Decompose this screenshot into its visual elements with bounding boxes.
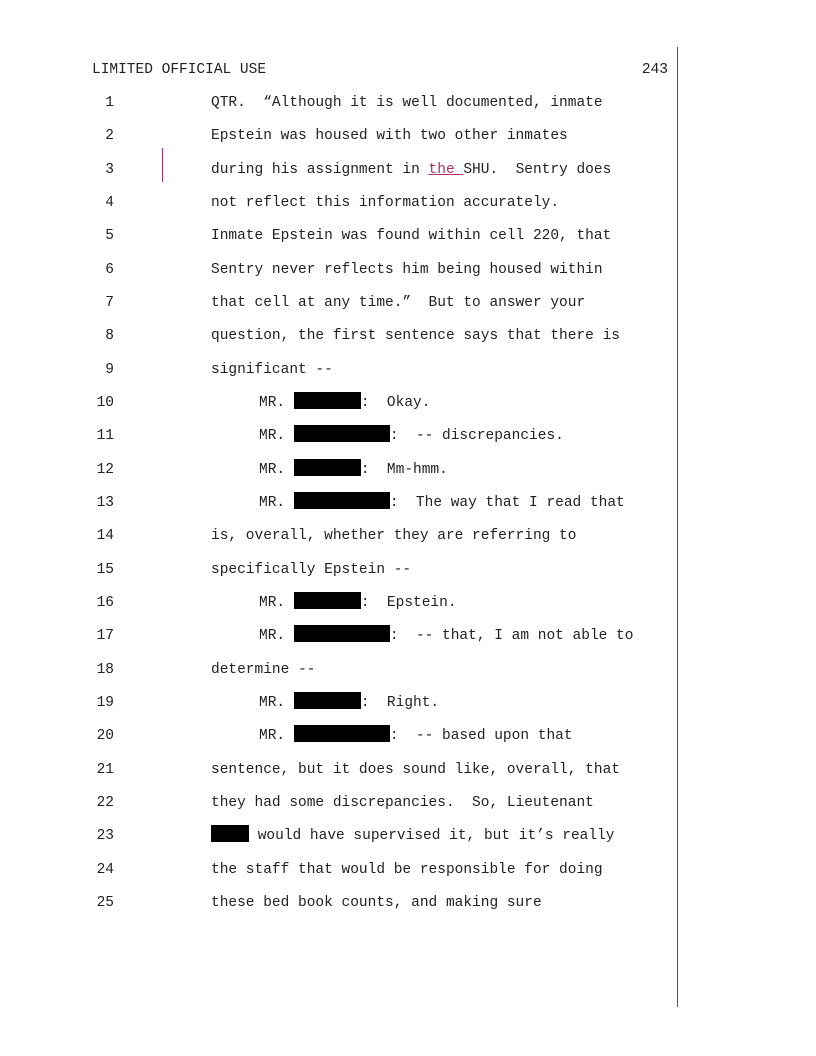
- redaction-box: [294, 592, 361, 609]
- speaker-title: MR.: [259, 428, 294, 444]
- line-text: [211, 159, 611, 181]
- line-number: 18: [96, 662, 114, 678]
- line-number: 4: [105, 195, 114, 211]
- transcript-line-20: [0, 725, 816, 747]
- line-text: they had some discrepancies. So, Lieutenant: [211, 795, 594, 811]
- spoken-text: : Epstein.: [360, 595, 457, 611]
- line-text: the staff that would be responsible for doing: [211, 862, 603, 878]
- line-number: 13: [96, 495, 114, 511]
- speaker-line: [259, 459, 448, 481]
- speaker-title: MR.: [259, 595, 294, 611]
- speaker-title: MR.: [259, 695, 294, 711]
- line-text-before-insert: during his assignment in: [211, 162, 429, 178]
- line-text: question, the first sentence says that there is: [211, 328, 620, 344]
- line-text: sentence, but it does sound like, overall, that: [211, 762, 620, 778]
- transcript-line-22: [0, 792, 816, 814]
- line-text: that cell at any time.” But to answer your: [211, 295, 586, 311]
- line-number: 22: [96, 795, 114, 811]
- transcript-line-10: [0, 392, 816, 414]
- speaker-line: [259, 725, 573, 747]
- line-text: Sentry never reflects him being housed within: [211, 262, 603, 278]
- line-number: 12: [96, 462, 114, 478]
- line-text: significant --: [211, 362, 333, 378]
- line-number: 19: [96, 695, 114, 711]
- speaker-line: [259, 592, 457, 614]
- speaker-line: [259, 625, 633, 647]
- spoken-text: : -- discrepancies.: [389, 428, 564, 444]
- speaker-title: MR.: [259, 628, 294, 644]
- speaker-line: [259, 392, 430, 414]
- line-text: Epstein was housed with two other inmates: [211, 128, 568, 144]
- line-number: 21: [96, 762, 114, 778]
- speaker-title: MR.: [259, 728, 294, 744]
- classification-marking: LIMITED OFFICIAL USE: [92, 62, 267, 78]
- line-number: 8: [105, 328, 114, 344]
- transcript-line-24: [0, 859, 816, 881]
- line-number: 23: [96, 828, 114, 844]
- line-text: QTR. “Although it is well documented, inmate: [211, 95, 603, 111]
- redaction-box: [294, 625, 390, 642]
- transcript-line-18: [0, 659, 816, 681]
- line-number: 9: [105, 362, 114, 378]
- speaker-title: MR.: [259, 462, 294, 478]
- transcript-line-9: [0, 359, 816, 381]
- transcript-line-7: [0, 292, 816, 314]
- line-number: 3: [105, 162, 114, 178]
- transcript-line-12: [0, 459, 816, 481]
- line-text: not reflect this information accurately.: [211, 195, 560, 211]
- transcript-line-5: [0, 225, 816, 247]
- transcript-line-1: [0, 92, 816, 114]
- transcript-line-23: [0, 825, 816, 847]
- redaction-box: [211, 825, 249, 842]
- line-text-after-redaction: would have supervised it, but it’s really: [249, 828, 615, 844]
- spoken-text: : -- that, I am not able to: [389, 628, 634, 644]
- transcript-line-14: [0, 525, 816, 547]
- transcript-line-15: [0, 559, 816, 581]
- line-number: 17: [96, 628, 114, 644]
- line-number: 25: [96, 895, 114, 911]
- line-number: 24: [96, 862, 114, 878]
- redaction-box: [294, 725, 390, 742]
- line-number: 16: [96, 595, 114, 611]
- line-number: 7: [105, 295, 114, 311]
- spoken-text: : -- based upon that: [389, 728, 573, 744]
- speaker-line: [259, 492, 625, 514]
- transcript-line-3: [0, 159, 816, 181]
- line-number: 5: [105, 228, 114, 244]
- redaction-box: [294, 692, 361, 709]
- inserted-text: the: [428, 162, 464, 178]
- redaction-box: [294, 459, 361, 476]
- line-text: is, overall, whether they are referring to: [211, 528, 577, 544]
- line-text: determine --: [211, 662, 316, 678]
- speaker-line: [259, 692, 439, 714]
- line-number: 1: [105, 95, 114, 111]
- line-number: 11: [96, 428, 114, 444]
- transcript-line-17: [0, 625, 816, 647]
- line-number: 20: [96, 728, 114, 744]
- transcript-line-6: [0, 259, 816, 281]
- line-number: 2: [105, 128, 114, 144]
- redaction-box: [294, 492, 390, 509]
- line-text: these bed book counts, and making sure: [211, 895, 542, 911]
- transcript-line-13: [0, 492, 816, 514]
- line-text: [211, 825, 614, 847]
- line-text-after-insert: SHU. Sentry does: [463, 162, 612, 178]
- line-number: 10: [96, 395, 114, 411]
- speaker-line: [259, 425, 564, 447]
- transcript-line-25: [0, 892, 816, 914]
- transcript-line-16: [0, 592, 816, 614]
- speaker-title: MR.: [259, 395, 294, 411]
- transcript-line-21: [0, 759, 816, 781]
- speaker-title: MR.: [259, 495, 294, 511]
- spoken-text: : Okay.: [360, 395, 431, 411]
- line-number: 6: [105, 262, 114, 278]
- spoken-text: : Right.: [360, 695, 440, 711]
- redaction-box: [294, 392, 361, 409]
- line-text: specifically Epstein --: [211, 562, 412, 578]
- redaction-box: [294, 425, 390, 442]
- spoken-text: : Mm-hmm.: [360, 462, 448, 478]
- page-number: 243: [641, 62, 668, 78]
- transcript-line-4: [0, 192, 816, 214]
- transcript-line-8: [0, 325, 816, 347]
- page-header: [92, 62, 668, 82]
- transcript-line-19: [0, 692, 816, 714]
- line-number: 14: [96, 528, 114, 544]
- line-text: Inmate Epstein was found within cell 220, that: [211, 228, 612, 244]
- spoken-text: : The way that I read that: [389, 495, 625, 511]
- line-number: 15: [96, 562, 114, 578]
- transcript-line-2: [0, 125, 816, 147]
- transcript-line-11: [0, 425, 816, 447]
